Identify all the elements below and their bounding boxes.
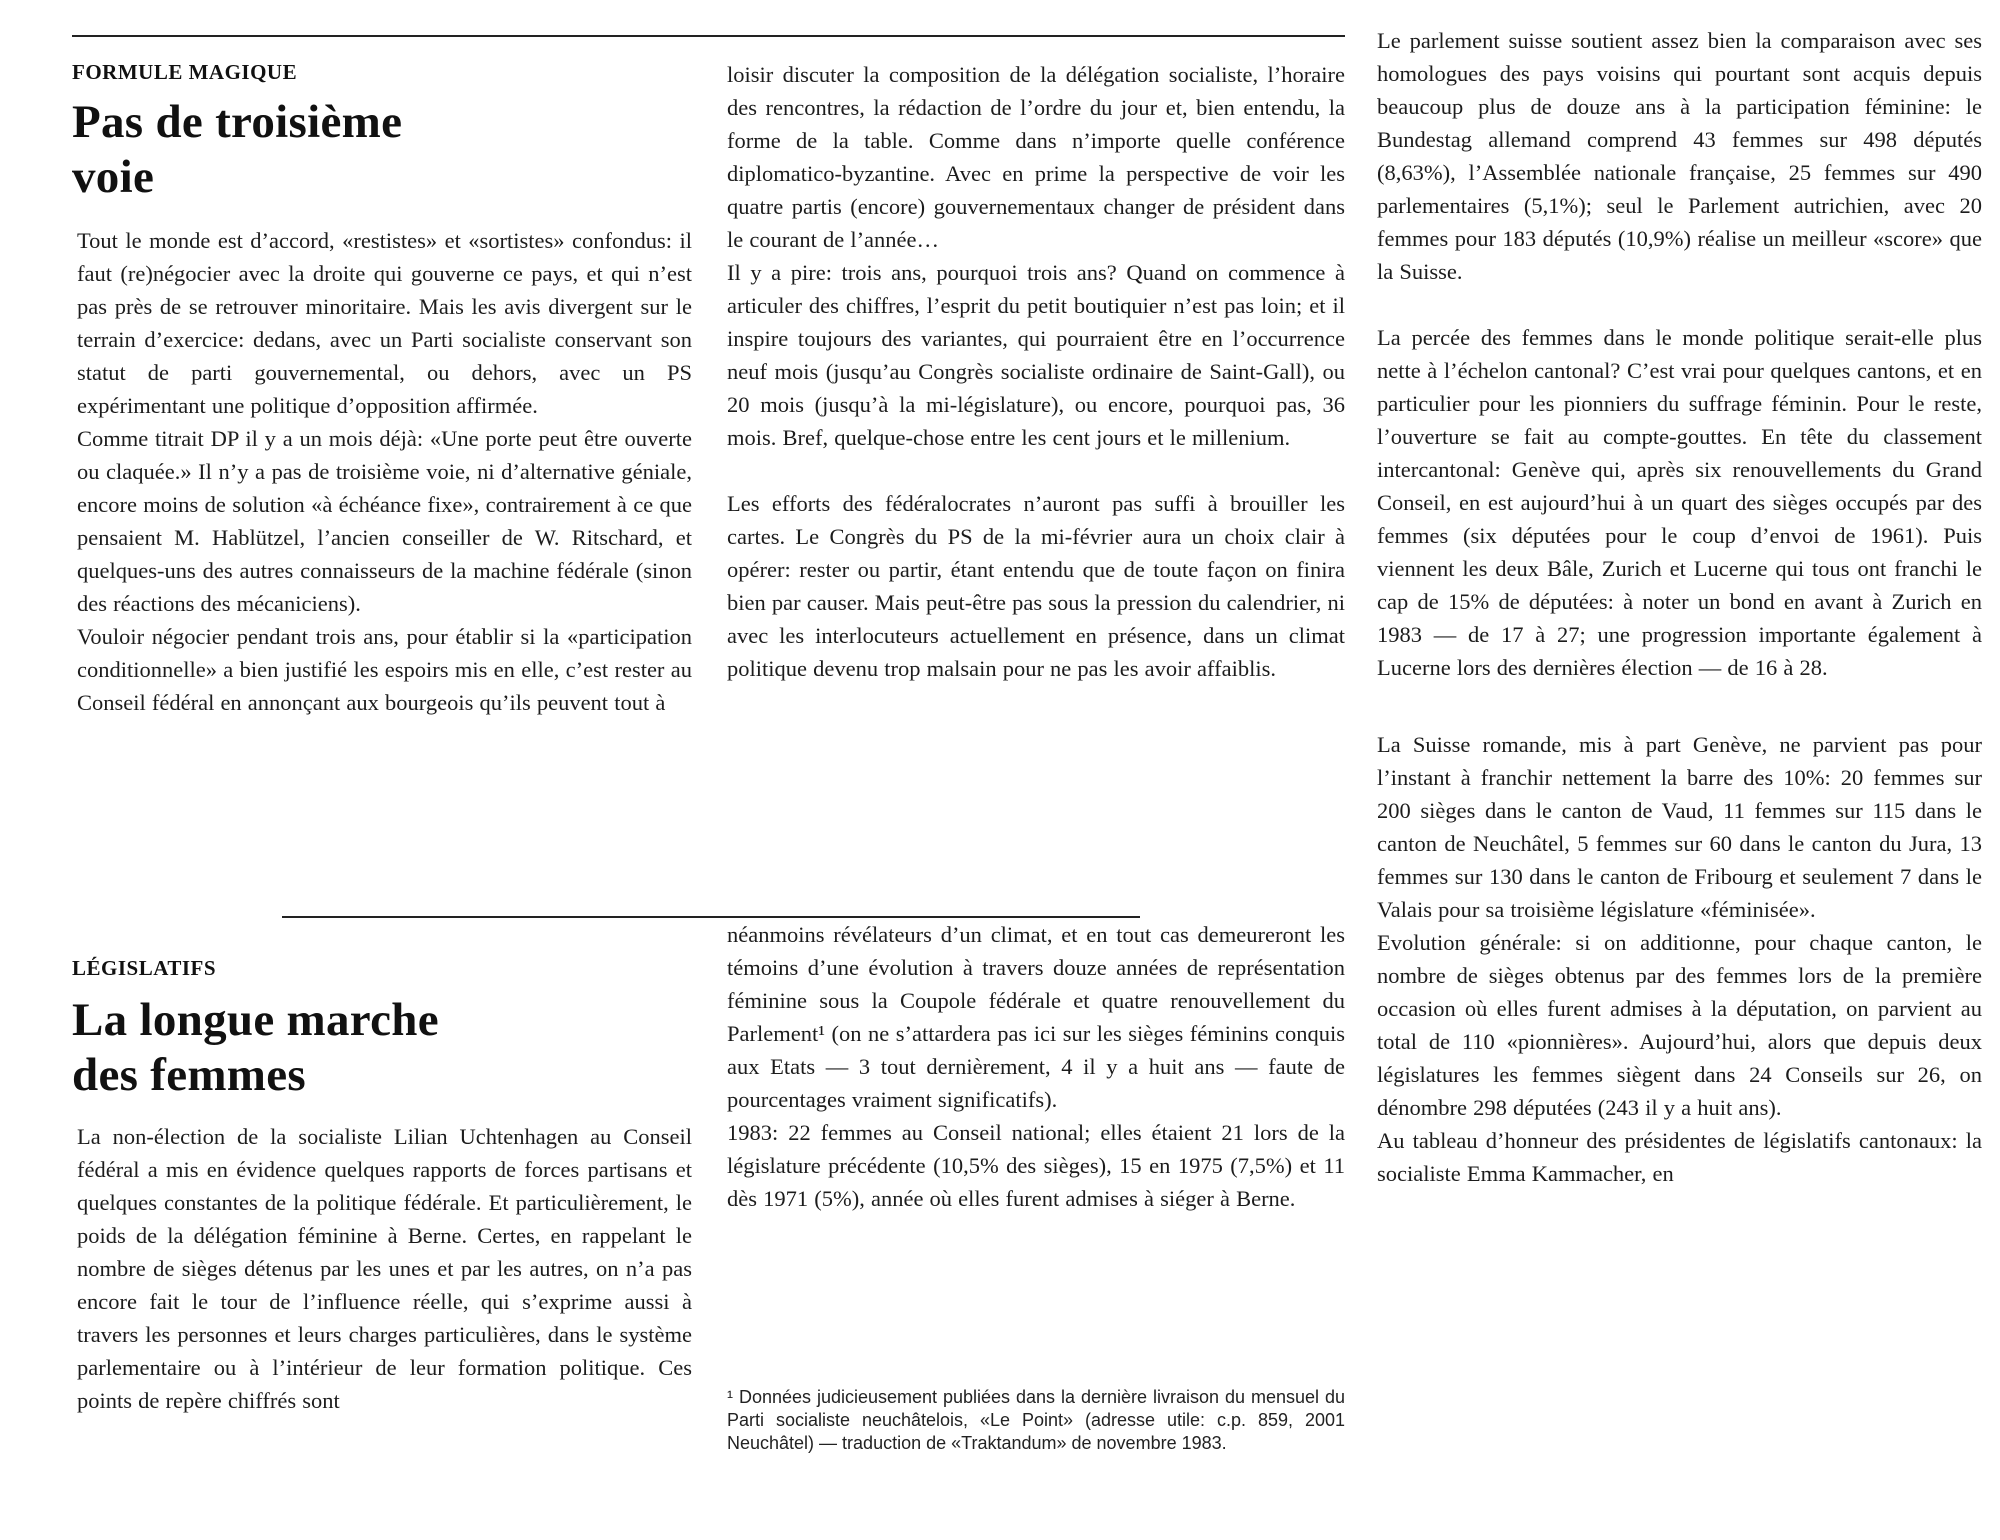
article1-title bbox=[72, 95, 402, 205]
article2-title-line2: des femmes bbox=[72, 1049, 307, 1101]
paragraph: néanmoins révélateurs d’un climat, et en tout cas demeureront les témoins d’une évolution à travers douze années de représentation féminine sous la Coupole fédérale et quatre renouvellement du Parlement¹ (on ne s’attardera pas ici sur les sièges féminins conquis aux Etats — 3 tout dernièrement, 4 il y a huit ans — faute de pourcentages vraiment significatifs). bbox=[727, 922, 1345, 1112]
article2-column3 bbox=[1377, 24, 1982, 1190]
paragraph: Comme titrait DP il y a un mois déjà: «Une porte peut être ouverte ou claquée.» Il n’y a pas de troisième voie, ni d’alternative géniale, encore moins de solution «à échéance fixe», contrairement à ce que pensaient M. Hablützel, l’ancien conseiller de W. Ritschard, et quelques-uns des autres connaisseurs de la machine fédérale (sinon des réactions des mécaniciens). bbox=[77, 426, 692, 616]
article2-kicker: LÉGISLATIFS bbox=[72, 956, 216, 980]
paragraph: loisir discuter la composition de la délégation socialiste, l’horaire des rencontres, la rédaction de l’ordre du jour et, bien entendu, la forme de la table. Comme dans n’importe quelle conférence diplomatico-byzantine. Avec en prime la perspective de voir les quatre partis (encore) gouvernementaux changer de président dans le courant de l’année… bbox=[727, 62, 1345, 252]
paragraph: Tout le monde est d’accord, «restistes» et «sortistes» confondus: il faut (re)négocier avec la droite qui gouverne ce pays, et qui n’est pas près de se retrouver minoritaire. Mais les avis divergent sur le terrain d’exercice: dedans, avec un Parti socialiste conservant son statut de parti gouvernemental, ou dehors, avec un PS expérimentant une politique d’opposition affirmée. bbox=[77, 228, 692, 418]
article1-title-line2: voie bbox=[72, 151, 155, 203]
paragraph: Les efforts des fédéralocrates n’auront pas suffi à brouiller les cartes. Le Congrès du PS de la mi-février aura un choix clair à opérer: rester ou partir, étant entendu que de toute façon on finira bien par causer. Mais peut-être pas sous la pression du calendrier, ni avec les interlocuteurs actuellement en présence, dans un climat politique devenu trop malsain pour ne pas les avoir affaiblis. bbox=[727, 491, 1345, 681]
paragraph: 1983: 22 femmes au Conseil national; elles étaient 21 lors de la législature précédente (10,5% des sièges), 15 en 1975 (7,5%) et 11 dès 1971 (5%), année où elles furent admises à siéger à Berne. bbox=[727, 1120, 1345, 1211]
article1-column2 bbox=[727, 58, 1345, 685]
paragraph: Il y a pire: trois ans, pourquoi trois ans? Quand on commence à articuler des chiffres, l’esprit du petit boutiquier n’est pas loin; et il inspire toujours des variantes, qui pourraient être en l’occurrence neuf mois (jusqu’au Congrès socialiste ordinaire de Saint-Gall), ou 20 mois (jusqu’à la mi-législature), ou encore, pourquoi pas, 36 mois. Bref, quelque-chose entre les cent jours et le millenium. bbox=[727, 260, 1345, 450]
paragraph: Evolution générale: si on additionne, pour chaque canton, le nombre de sièges obtenus par des femmes lors de la première occasion où elles furent admises à la députation, on parvient au total de 110 «pionnières». Aujourd’hui, alors que depuis deux législatures les femmes siègent dans 24 Conseils sur 26, on dénombre 298 députées (243 il y a huit ans). bbox=[1377, 930, 1982, 1120]
article2-column1 bbox=[77, 1120, 692, 1417]
article1-title-line1: Pas de troisième bbox=[72, 96, 403, 148]
article2-column2 bbox=[727, 918, 1345, 1215]
paragraph: La Suisse romande, mis à part Genève, ne parvient pas pour l’instant à franchir nettement la barre des 10%: 20 femmes sur 200 sièges dans le canton de Vaud, 11 femmes sur 115 dans le canton de Neuchâtel, 5 femmes sur 60 dans le canton du Jura, 13 femmes sur 130 dans le canton de Fribourg et seulement 7 dans le Valais pour sa troisième législature «féminisée». bbox=[1377, 732, 1982, 922]
paragraph: Le parlement suisse soutient assez bien la comparaison avec ses homologues des pays voisins qui pourtant sont acquis depuis beaucoup plus de douze ans à la participation féminine: le Bundestag allemand comprend 43 femmes sur 498 députés (8,63%), l’Assemblée nationale française, 25 femmes sur 490 parlementaires (5,1%); seul le Parlement autrichien, avec 20 femmes pour 183 députés (10,9%) réalise un meilleur «score» que la Suisse. bbox=[1377, 28, 1982, 284]
article2-title-line1: La longue marche bbox=[72, 994, 439, 1046]
top-rule bbox=[72, 35, 1345, 37]
paragraph: La percée des femmes dans le monde politique serait-elle plus nette à l’échelon cantonal? C’est vrai pour quelques cantons, et en particulier pour les pionniers du suffrage féminin. Pour le reste, l’ouverture se fait au compte-gouttes. En tête du classement intercantonal: Genève qui, après six renouvellements du Grand Conseil, en est aujourd’hui à un quart des sièges occupés par des femmes (six députées pour le coup d’envoi de 1961). Puis viennent les deux Bâle, Zurich et Lucerne qui tous ont franchi le cap de 15% de députées: à noter un bond en avant à Zurich en 1983 — de 17 à 27; une progression importante également à Lucerne lors des dernières élection — de 16 à 28. bbox=[1377, 325, 1982, 680]
paragraph: La non-élection de la socialiste Lilian Uchtenhagen au Conseil fédéral a mis en évidence quelques rapports de forces partisans et quelques constantes de la politique fédérale. Et particulièrement, le poids de la délégation féminine à Berne. Certes, en rappelant le nombre de sièges détenus par les unes et par les autres, on n’a pas encore fait le tour de l’influence réelle, qui s’exprime aussi à travers les personnes et leurs charges particulières, dans le système parlementaire ou à l’intérieur de leur formation politique. Ces points de repère chiffrés sont bbox=[77, 1124, 692, 1413]
paragraph: Vouloir négocier pendant trois ans, pour établir si la «participation conditionnelle» a bien justifié les espoirs mis en elle, c’est rester au Conseil fédéral en annonçant aux bourgeois qu’ils peuvent tout à bbox=[77, 624, 692, 715]
footnote: ¹ Données judicieusement publiées dans la dernière livraison du mensuel du Parti socialiste neuchâtelois, «Le Point» (adresse utile: c.p. 859, 2001 Neuchâtel) — traduction de «Traktandum» de novembre 1983. bbox=[727, 1387, 1345, 1453]
article1-kicker: FORMULE MAGIQUE bbox=[72, 60, 298, 84]
paragraph: Au tableau d’honneur des présidentes de législatifs cantonaux: la socialiste Emma Kammacher, en bbox=[1377, 1128, 1982, 1186]
article1-column1 bbox=[77, 224, 692, 719]
article2-title bbox=[72, 993, 439, 1103]
